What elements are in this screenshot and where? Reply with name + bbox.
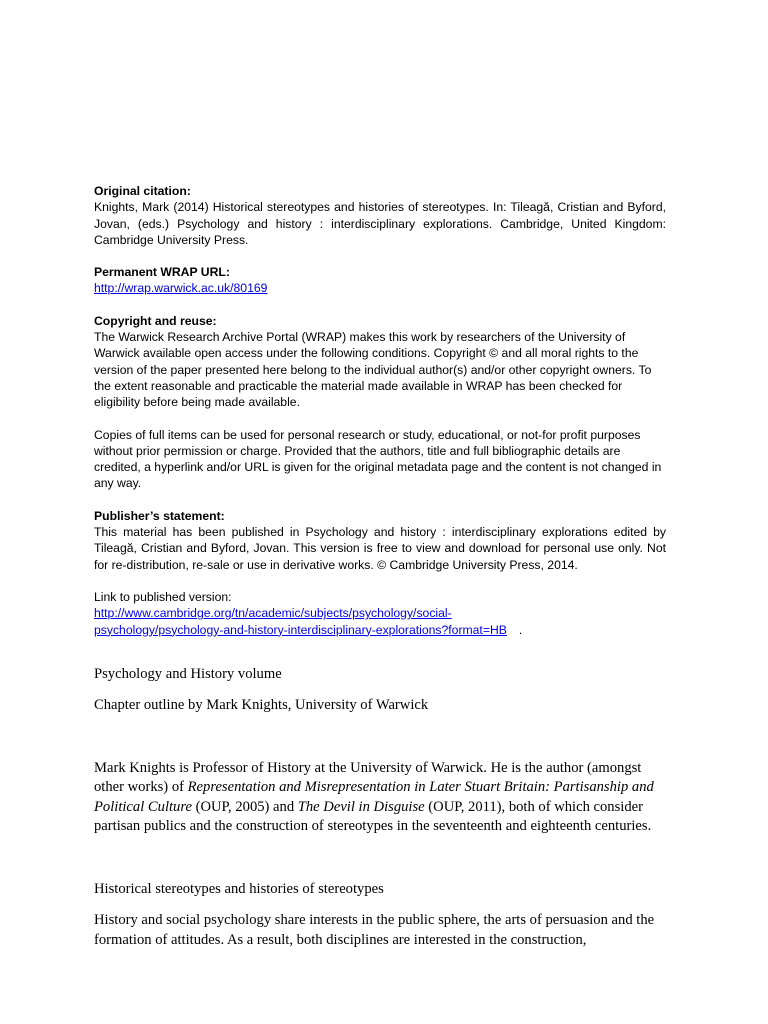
citation-section [94,183,666,248]
published-version-link-line-2[interactable]: psychology/psychology-and-history-interdisciplinary-explorations?format=HB [94,622,507,637]
author-bio [94,759,674,837]
published-version-trailing-period: . [518,622,523,637]
publisher-heading: Publisher’s statement: [94,508,225,523]
copyright-heading: Copyright and reuse: [94,313,217,328]
citation-heading: Original citation: [94,184,191,198]
author-bio-text-end: (OUP, 2011), both of which consider partisan publics and the construction of stereotypes in the seventeenth and eighteenth centuries. [94,798,652,835]
book-title-representation: Representation and Misrepresentation in Later Stuart Britain: Partisanship and Political Culture [94,779,654,815]
copyright-paragraph-2: Copies of full items can be used for personal research or study, educational, or not-for profit purposes without prior permission or charge. Provided that the authors, title and full bibliographic details are credited, a hyperlink and/or URL is given for the original metadata page and the content is not changed in any way. [94,427,662,491]
wrap-url-link[interactable]: http://wrap.warwick.ac.uk/80169 [94,281,268,296]
volume-title: Psychology and History volume [94,665,282,682]
publisher-statement: This material has been published in Psychology and history : interdisciplinary explorations edited by Tileagă, Cristian and Byford, Jovan. This version is free to view and download for personal use only. Not for re-distribution, re-sale or use in derivative works. © Cambridge University Press, 2014. [94,525,666,572]
chapter-outline-author: Chapter outline by Mark Knights, University of Warwick [94,697,429,714]
copyright-paragraph-1: The Warwick Research Archive Portal (WRAP) makes this work by researchers of the University of Warwick available open access under the following conditions. Copyright © and all moral rights to the version of the paper presented here belong to the individual author(s) and/or other copyright owners. To the extent reasonable and practicable the material made available in WRAP has been checked for eligibility before being made available. [94,330,652,410]
section-title: Historical stereotypes and histories of stereotypes [94,880,384,897]
author-bio-text-start: Mark Knights is Professor of History at the University of Warwick. He is the author (amongst other works) of [94,759,642,796]
citation-text: Knights, Mark (2014) Historical stereotypes and histories of stereotypes. In: Tileagă, Cristian and Byford, Jovan, (eds.) Psychology and history : interdisciplinary explorations. Cambridge, United Kingdom: Cambridge University Press. [94,200,666,247]
wrap-url-section [94,264,666,297]
book-title-devil-in-disguise: The Devil in Disguise [297,798,425,815]
wrap-url-heading: Permanent WRAP URL: [94,265,230,280]
chapter-section [94,665,666,951]
author-bio-text-mid: (OUP, 2005) and [191,798,298,815]
published-version-label: Link to published version: [94,589,232,604]
copyright-section [94,313,666,492]
published-version-link-line-1[interactable]: http://www.cambridge.org/tn/academic/subjects/psychology/social- [94,606,452,621]
document-page [94,183,666,950]
body-paragraph: History and social psychology share interests in the public sphere, the arts of persuasion and the formation of attitudes. As a result, both disciplines are interested in the construction, [94,912,655,948]
publisher-section [94,508,666,638]
